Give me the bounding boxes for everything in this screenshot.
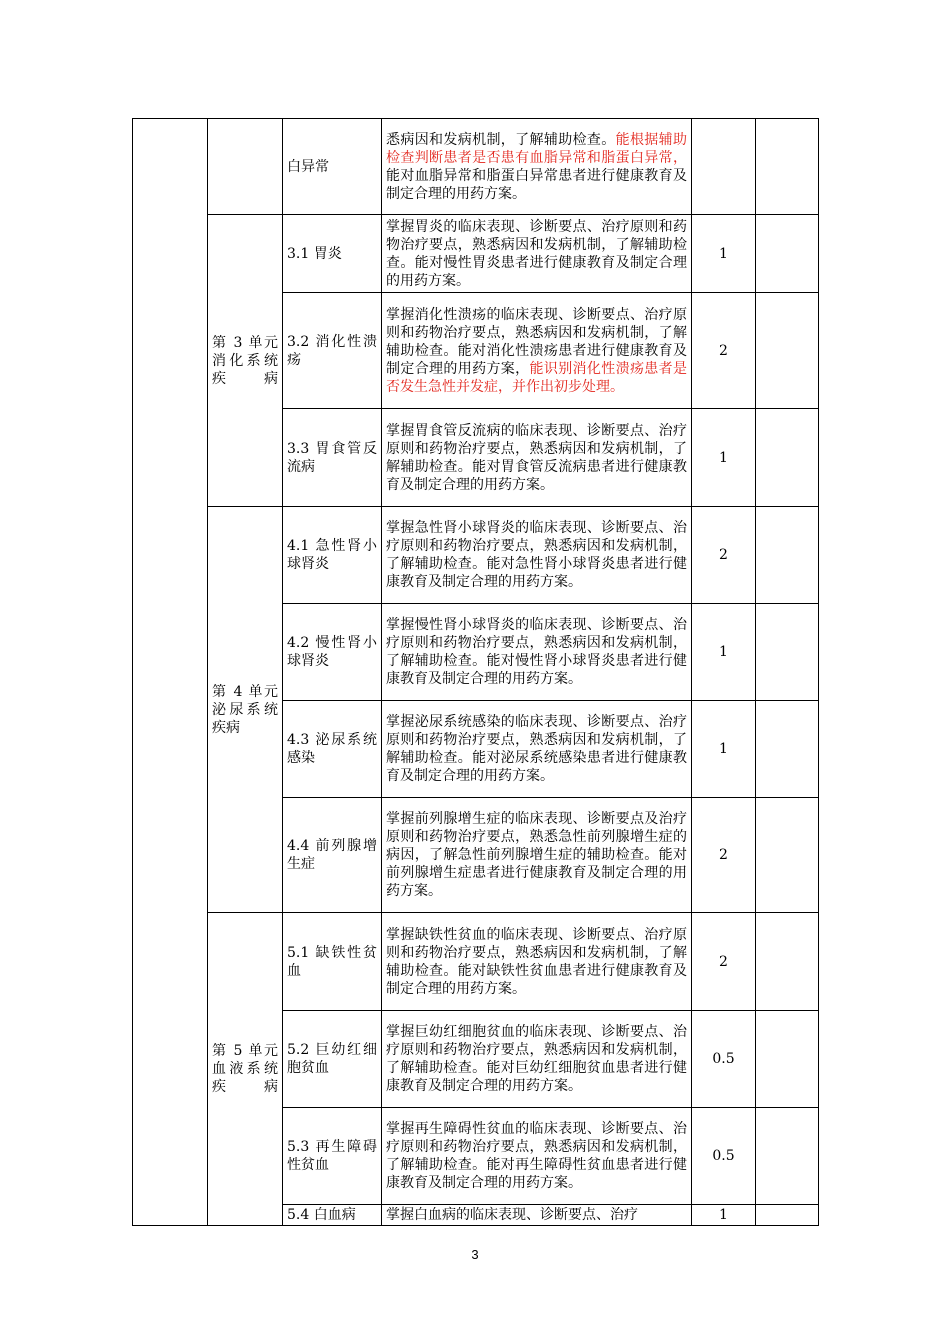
description-cell: 掌握缺铁性贫血的临床表现、诊断要点、治疗原则和药物治疗要点，熟悉病因和发病机制，了解辅助检查。能对缺铁性贫血患者进行健康教育及制定合理的用药方案。 — [382, 913, 692, 1011]
remarks-cell — [756, 1011, 819, 1108]
topic-cell: 3.3 胃食管反流病 — [283, 409, 382, 507]
description-cell: 掌握慢性肾小球肾炎的临床表现、诊断要点、治疗原则和药物治疗要点，熟悉病因和发病机制，了解辅助检查。能对慢性肾小球肾炎患者进行健康教育及制定合理的用药方案。 — [382, 604, 692, 701]
topic-cell: 4.4 前列腺增生症 — [283, 798, 382, 913]
description-cell: 掌握急性肾小球肾炎的临床表现、诊断要点、治疗原则和药物治疗要点，熟悉病因和发病机制，了解辅助检查。能对急性肾小球肾炎患者进行健康教育及制定合理的用药方案。 — [382, 507, 692, 604]
description-cell: 掌握胃炎的临床表现、诊断要点、治疗原则和药物治疗要点，熟悉病因和发病机制，了解辅助检查。能对慢性胃炎患者进行健康教育及制定合理的用药方案。 — [382, 215, 692, 293]
description-cell: 掌握前列腺增生症的临床表现、诊断要点及治疗原则和药物治疗要点，熟悉急性前列腺增生症的病因，了解急性前列腺增生症的辅助检查。能对前列腺增生症患者进行健康教育及制定合理的用药方案。 — [382, 798, 692, 913]
remarks-cell — [756, 215, 819, 293]
description-cell: 掌握再生障碍性贫血的临床表现、诊断要点、治疗原则和药物治疗要点，熟悉病因和发病机制，了解辅助检查。能对再生障碍性贫血患者进行健康教育及制定合理的用药方案。 — [382, 1108, 692, 1205]
hours-cell: 0.5 — [692, 1011, 756, 1108]
page-number: 3 — [471, 1247, 479, 1262]
topic-cell: 3.1 胃炎 — [283, 215, 382, 293]
remarks-cell — [756, 913, 819, 1011]
highlighted-text: 能根据辅助检查判断患者是否患有血脂异常和脂蛋白异常， — [386, 131, 688, 166]
topic-cell: 5.4 白血病 — [283, 1205, 382, 1226]
topic-cell: 5.2 巨幼红细胞贫血 — [283, 1011, 382, 1108]
curriculum-table — [132, 118, 819, 1226]
remarks-cell — [756, 1205, 819, 1226]
hours-cell: 1 — [692, 1205, 756, 1226]
remarks-cell — [756, 409, 819, 507]
hours-cell: 0.5 — [692, 1108, 756, 1205]
topic-cell: 5.1 缺铁性贫血 — [283, 913, 382, 1011]
module-cell — [133, 119, 208, 1226]
description-cell: 掌握消化性溃疡的临床表现、诊断要点、治疗原则和药物治疗要点，熟悉病因和发病机制，了解辅助检查。能对消化性溃疡患者进行健康教育及制定合理的用药方案，能识别消化性溃疡患者是否发生急性并发症，并作出初步处理。 — [382, 293, 692, 409]
hours-cell: 1 — [692, 604, 756, 701]
hours-cell: 2 — [692, 293, 756, 409]
remarks-cell — [756, 798, 819, 913]
highlighted-text: 能识别消化性溃疡患者是否发生急性并发症，并作出初步处理。 — [386, 360, 687, 395]
hours-cell: 2 — [692, 798, 756, 913]
table-row — [133, 119, 819, 215]
topic-cell: 白异常 — [283, 119, 382, 215]
remarks-cell — [756, 293, 819, 409]
description-cell: 掌握胃食管反流病的临床表现、诊断要点、治疗原则和药物治疗要点，熟悉病因和发病机制，了解辅助检查。能对胃食管反流病患者进行健康教育及制定合理的用药方案。 — [382, 409, 692, 507]
table-row — [133, 215, 819, 293]
topic-cell: 4.2 慢性肾小球肾炎 — [283, 604, 382, 701]
hours-cell: 2 — [692, 913, 756, 1011]
topic-cell: 4.1 急性肾小球肾炎 — [283, 507, 382, 604]
remarks-cell — [756, 1108, 819, 1205]
topic-cell: 5.3 再生障碍性贫血 — [283, 1108, 382, 1205]
unit-cell: 第 4 单元泌尿系统疾病 — [208, 507, 283, 913]
remarks-cell — [756, 604, 819, 701]
description-cell: 掌握白血病的临床表现、诊断要点、治疗 — [382, 1205, 692, 1226]
table-row — [133, 507, 819, 604]
unit-cell: 第 5 单元血液系统疾病 — [208, 913, 283, 1226]
topic-cell: 3.2 消化性溃疡 — [283, 293, 382, 409]
hours-cell: 1 — [692, 215, 756, 293]
unit-cell: 第 3 单元消化系统疾病 — [208, 215, 283, 507]
table-row — [133, 913, 819, 1011]
hours-cell: 1 — [692, 409, 756, 507]
hours-cell: 2 — [692, 507, 756, 604]
hours-cell — [692, 119, 756, 215]
remarks-cell — [756, 119, 819, 215]
remarks-cell — [756, 507, 819, 604]
hours-cell: 1 — [692, 701, 756, 798]
topic-cell: 4.3 泌尿系统感染 — [283, 701, 382, 798]
unit-cell — [208, 119, 283, 215]
description-cell: 掌握泌尿系统感染的临床表现、诊断要点、治疗原则和药物治疗要点，熟悉病因和发病机制，了解辅助检查。能对泌尿系统感染患者进行健康教育及制定合理的用药方案。 — [382, 701, 692, 798]
description-cell: 掌握巨幼红细胞贫血的临床表现、诊断要点、治疗原则和药物治疗要点，熟悉病因和发病机制，了解辅助检查。能对巨幼红细胞贫血患者进行健康教育及制定合理的用药方案。 — [382, 1011, 692, 1108]
remarks-cell — [756, 701, 819, 798]
description-cell: 悉病因和发病机制，了解辅助检查。能根据辅助检查判断患者是否患有血脂异常和脂蛋白异常，能对血脂异常和脂蛋白异常患者进行健康教育及制定合理的用药方案。 — [382, 119, 692, 215]
